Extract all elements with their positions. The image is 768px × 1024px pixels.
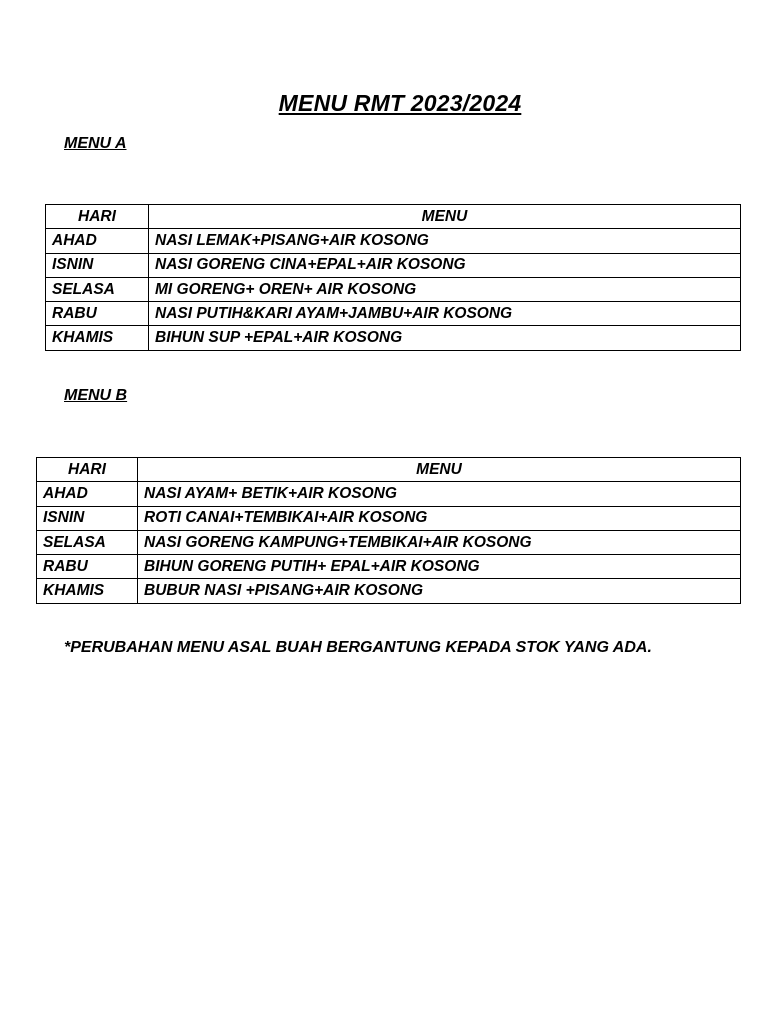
- menu-b-table: [36, 457, 741, 604]
- page-title: MENU RMT 2023/2024: [278, 90, 522, 116]
- day-cell: AHAD: [46, 229, 149, 253]
- menu-cell: BUBUR NASI +PISANG+AIR KOSONG: [138, 579, 741, 603]
- menu-cell: NASI GORENG KAMPUNG+TEMBIKAI+AIR KOSONG: [138, 530, 741, 554]
- table-row: [46, 326, 741, 350]
- menu-cell: NASI AYAM+ BETIK+AIR KOSONG: [138, 482, 741, 506]
- menu-cell: NASI LEMAK+PISANG+AIR KOSONG: [149, 229, 741, 253]
- day-column-header: HARI: [37, 458, 138, 482]
- menu-cell: BIHUN SUP +EPAL+AIR KOSONG: [149, 326, 741, 350]
- menu-a-label: MENU A: [64, 135, 127, 152]
- table-row: [37, 482, 741, 506]
- table-row: [46, 229, 741, 253]
- menu-cell: NASI PUTIH&KARI AYAM+JAMBU+AIR KOSONG: [149, 302, 741, 326]
- table-row: [46, 253, 741, 277]
- table-row: [46, 302, 741, 326]
- day-cell: RABU: [46, 302, 149, 326]
- table-row: [37, 579, 741, 603]
- footnote: *PERUBAHAN MENU ASAL BUAH BERGANTUNG KEPADA STOK YANG ADA.: [64, 639, 652, 656]
- menu-cell: MI GORENG+ OREN+ AIR KOSONG: [149, 277, 741, 301]
- day-cell: ISNIN: [37, 506, 138, 530]
- table-row: [37, 506, 741, 530]
- day-cell: KHAMIS: [46, 326, 149, 350]
- menu-cell: NASI GORENG CINA+EPAL+AIR KOSONG: [149, 253, 741, 277]
- table-header-row: [46, 205, 741, 229]
- menu-cell: ROTI CANAI+TEMBIKAI+AIR KOSONG: [138, 506, 741, 530]
- menu-column-header: MENU: [138, 458, 741, 482]
- menu-cell: BIHUN GORENG PUTIH+ EPAL+AIR KOSONG: [138, 555, 741, 579]
- day-column-header: HARI: [46, 205, 149, 229]
- day-cell: SELASA: [37, 530, 138, 554]
- day-cell: RABU: [37, 555, 138, 579]
- day-cell: ISNIN: [46, 253, 149, 277]
- table-row: [37, 530, 741, 554]
- day-cell: KHAMIS: [37, 579, 138, 603]
- table-row: [37, 555, 741, 579]
- table-header-row: [37, 458, 741, 482]
- day-cell: AHAD: [37, 482, 138, 506]
- day-cell: SELASA: [46, 277, 149, 301]
- menu-b-label: MENU B: [64, 387, 128, 404]
- table-row: [46, 277, 741, 301]
- menu-column-header: MENU: [149, 205, 741, 229]
- menu-a-table: [45, 204, 741, 351]
